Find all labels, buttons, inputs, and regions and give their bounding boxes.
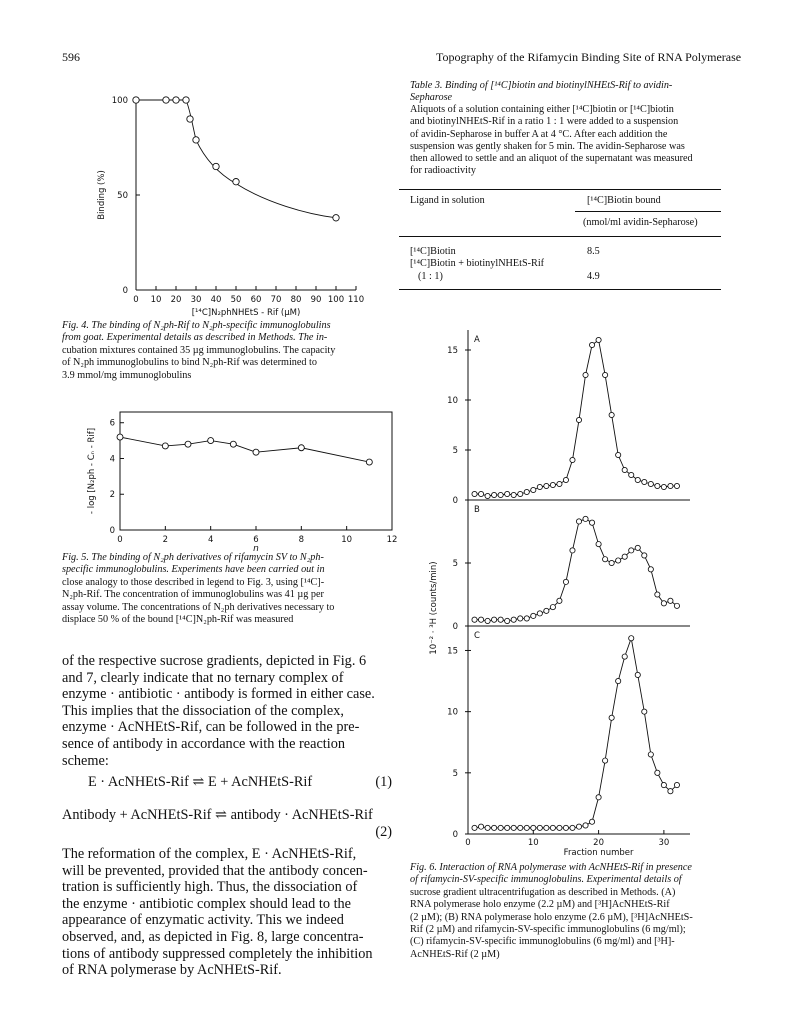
data-point [622, 654, 627, 659]
data-point [550, 825, 555, 830]
caption-line: Fig. 6. Interaction of RNA polymerase with AcNHEtS-Rif in presence [410, 862, 692, 873]
data-point [498, 617, 503, 622]
data-point [505, 618, 510, 623]
data-point [478, 824, 483, 829]
data-point [544, 608, 549, 613]
y-tick-label: 0 [452, 622, 458, 632]
data-point [576, 417, 581, 422]
data-point [557, 598, 562, 603]
x-tick-label: 0 [133, 295, 139, 305]
y-tick-label: 15 [447, 646, 458, 657]
y-axis-label: Binding (%) [97, 170, 107, 220]
table-cell-ligand: [¹⁴C]Biotin [410, 246, 456, 257]
data-point [531, 487, 536, 492]
x-axis-label: n [253, 544, 259, 554]
data-point [648, 567, 653, 572]
x-tick-label: 10 [341, 535, 353, 545]
body-line: enzyme · AcNHEtS-Rif, can be followed in the pre- [62, 719, 360, 736]
data-point [648, 481, 653, 486]
data-point [492, 617, 497, 622]
data-point [298, 445, 304, 451]
data-point [537, 484, 542, 489]
body-paragraph-1 [62, 653, 392, 769]
data-point [511, 492, 516, 497]
series-line [475, 519, 677, 621]
y-tick-label: 5 [452, 559, 458, 569]
x-tick-label: 50 [230, 295, 242, 305]
table-3-title [410, 80, 730, 105]
caption-line: of rifamycin-SV-specific immunoglobulins. Experimental details of [410, 874, 682, 886]
table-3-rule-bottom [399, 289, 721, 290]
data-point [518, 616, 523, 621]
x-tick-label: 0 [117, 535, 123, 545]
figure-6-chart [400, 318, 730, 858]
data-point [485, 618, 490, 623]
y-axis-label: 10⁻² · ³H (counts/min) [429, 561, 439, 655]
data-point [208, 438, 214, 444]
data-point [609, 412, 614, 417]
data-point [661, 484, 666, 489]
data-point [557, 825, 562, 830]
data-point [485, 493, 490, 498]
data-point [622, 554, 627, 559]
caption-line: displace 50 % of the bound [¹⁴C]N₂ph-Rif was measured [62, 614, 294, 626]
body-line: enzyme · antibiotic · antibody is formed in either case. [62, 686, 375, 703]
table-3-col2-header: [¹⁴C]Biotin bound [587, 195, 661, 206]
y-tick-label: 5 [452, 768, 458, 779]
data-point [596, 337, 601, 342]
equation-1-text: E · AcNHEtS-Rif ⇌ E + AcNHEtS-Rif [88, 774, 313, 790]
body-paragraph-2 [62, 846, 392, 979]
table-3-rule-mid [575, 211, 721, 212]
table-desc-line: and biotinylNHEtS-Rif in a ratio 1 : 1 were added to a suspension [410, 116, 679, 128]
data-point [563, 825, 568, 830]
series-line [475, 638, 677, 828]
x-tick-label: 10 [150, 295, 162, 305]
y-tick-label: 4 [109, 454, 115, 465]
table-row [410, 258, 720, 270]
caption-line: assay volume. The concentrations of N₂ph derivatives necessary to [62, 601, 335, 613]
data-point [635, 672, 640, 677]
data-point [162, 443, 168, 449]
y-tick-label: 2 [109, 490, 115, 501]
series-line [120, 437, 369, 462]
caption-line: cubation mixtures contained 35 µg immunoglobulins. The capacity [62, 344, 336, 356]
series-line [136, 100, 336, 218]
body-line: This implies that the dissociation of the complex, [62, 702, 344, 719]
data-point [478, 491, 483, 496]
caption-line: RNA polymerase holo enzyme (2.2 µM) and [³H]AcNHEtS-Rif [410, 899, 670, 911]
y-tick-label: 0 [452, 496, 458, 506]
figure-4-chart [62, 78, 392, 318]
table-cell-ligand: (1 : 1) [418, 270, 443, 282]
data-point [668, 483, 673, 488]
data-point [505, 491, 510, 496]
table-row [410, 246, 720, 258]
data-point [193, 137, 199, 143]
table-3-rule-top [399, 189, 721, 190]
equation-2 [62, 807, 392, 840]
y-tick-label: 10 [447, 707, 458, 718]
caption-line: sucrose gradient ultracentrifugation as described in Methods. (A) [410, 886, 676, 898]
data-point [133, 97, 139, 103]
equation-1-number: (1) [375, 774, 392, 790]
data-point [563, 579, 568, 584]
data-point [668, 789, 673, 794]
x-tick-label: 40 [210, 295, 222, 305]
data-point [511, 617, 516, 622]
data-point [498, 492, 503, 497]
caption-line: from goat. Experimental details as described in Methods. The in- [62, 332, 328, 344]
x-tick-label: 30 [658, 838, 670, 848]
body-line: sence of antibody in accordance with the reaction [62, 735, 346, 752]
data-point [629, 636, 634, 641]
data-point [563, 477, 568, 482]
panel-label: C [474, 631, 480, 641]
running-title: Topography of the Rifamycin Binding Site of RNA Polymerase [436, 50, 742, 64]
x-tick-label: 70 [270, 295, 282, 305]
data-point [616, 678, 621, 683]
data-point [185, 441, 191, 447]
data-point [537, 825, 542, 830]
body-line: scheme: [62, 752, 109, 769]
data-point [366, 459, 372, 465]
data-point [213, 163, 219, 169]
data-point [583, 823, 588, 828]
table-cell-bound: 4.9 [587, 270, 600, 282]
data-point [544, 825, 549, 830]
body-line: and 7, clearly indicate that no ternary complex of [62, 669, 344, 686]
data-point [570, 825, 575, 830]
x-tick-label: 2 [162, 535, 169, 545]
data-point [674, 483, 679, 488]
data-point [629, 548, 634, 553]
table-3-col2-unit: (nmol/ml avidin-Sepharose) [583, 217, 698, 228]
data-point [583, 372, 588, 377]
caption-line: (2 µM); (B) RNA polymerase holo enzyme (2.6 µM), [³H]AcNHEtS- [410, 911, 693, 923]
plot-frame [120, 412, 392, 530]
data-point [550, 605, 555, 610]
x-axis-label: Fraction number [563, 848, 634, 858]
data-point [253, 449, 259, 455]
data-point [511, 825, 516, 830]
x-axis-label: [¹⁴C]N₂phNHEtS - Rif (µM) [191, 308, 301, 318]
y-tick-label: 100 [111, 96, 128, 106]
data-point [187, 116, 193, 122]
caption-line: 3.9 mmol/mg immunoglobulins [62, 369, 192, 381]
data-point [648, 752, 653, 757]
data-point [668, 598, 673, 603]
caption-line: (C) rifamycin-SV-specific immunoglobulins (6 mg/ml) and [³H]- [410, 936, 675, 948]
data-point [233, 179, 239, 185]
panel-label: B [474, 505, 480, 515]
data-point [655, 770, 660, 775]
data-point [583, 516, 588, 521]
table-cell-ligand: [¹⁴C]Biotin + biotinylNHEtS-Rif [410, 258, 545, 270]
data-point [609, 560, 614, 565]
table-row [410, 271, 720, 283]
data-point [661, 782, 666, 787]
data-point [544, 483, 549, 488]
body-line: of RNA polymerase by AcNHEtS-Rif. [62, 962, 282, 979]
y-tick-label: 5 [452, 446, 458, 456]
series-line [475, 340, 677, 496]
equation-2-text: Antibody + AcNHEtS-Rif ⇌ antibody · AcNHEtS-Rif [62, 807, 373, 823]
data-point [183, 97, 189, 103]
caption-line: of N₂ph immunoglobulins to bind N₂ph-Rif was determined to [62, 357, 317, 369]
data-point [498, 825, 503, 830]
data-point [230, 441, 236, 447]
data-point [557, 481, 562, 486]
caption-line: specific immunoglobulins. Experiments have been carried out in [62, 564, 325, 576]
table-3-description [410, 104, 730, 178]
data-point [537, 611, 542, 616]
data-point [589, 819, 594, 824]
data-point [518, 491, 523, 496]
data-point [576, 519, 581, 524]
table-desc-line: suspension was gently shaken for 5 min. The avidin-Sepharose was [410, 140, 685, 152]
y-tick-label: 6 [109, 418, 115, 429]
data-point [635, 545, 640, 550]
table-3-col1-header: Ligand in solution [410, 195, 485, 206]
data-point [173, 97, 179, 103]
figure-6-caption [410, 862, 730, 961]
x-tick-label: 0 [465, 838, 471, 848]
data-point [642, 553, 647, 558]
table-cell-bound: 8.5 [587, 246, 600, 257]
y-tick-label: 15 [447, 346, 458, 356]
table-title-line: Table 3. Binding of [¹⁴C]biotin and biotinylNHEtS-Rif to avidin- [410, 80, 673, 91]
data-point [550, 482, 555, 487]
equation-2-number: (2) [375, 823, 392, 840]
body-line: tration is sufficiently high. Thus, the dissociation of [62, 879, 358, 896]
data-point [531, 613, 536, 618]
data-point [655, 592, 660, 597]
data-point [616, 452, 621, 457]
y-tick-label: 50 [117, 191, 128, 201]
caption-line: AcNHEtS-Rif (2 µM) [410, 948, 500, 960]
y-tick-label: 0 [109, 526, 115, 536]
data-point [524, 616, 529, 621]
page-number: 596 [62, 50, 80, 64]
x-tick-label: 20 [170, 295, 182, 305]
x-tick-label: 20 [593, 838, 605, 848]
data-point [603, 758, 608, 763]
x-tick-label: 60 [250, 295, 262, 305]
data-point [603, 372, 608, 377]
data-point [492, 825, 497, 830]
data-point [576, 824, 581, 829]
table-desc-line: then allowed to settle and an aliquot of the supernatant was measured [410, 153, 693, 165]
equation-1 [88, 774, 392, 791]
body-line: The reformation of the complex, E · AcNHEtS-Rif, [62, 846, 357, 862]
table-3-rule-sub [399, 236, 721, 237]
body-line: will be prevented, provided that the antibody concen- [62, 862, 368, 879]
data-point [589, 342, 594, 347]
caption-line: Fig. 5. The binding of N₂ph derivatives of rifamycin SV to N₂ph- [62, 552, 324, 563]
y-tick-label: 10 [447, 396, 458, 406]
data-point [163, 97, 169, 103]
data-point [609, 715, 614, 720]
data-point [531, 825, 536, 830]
body-line: the enzyme · antibiotic complex should lead to the [62, 895, 352, 912]
data-point [485, 825, 490, 830]
panel-label: A [474, 335, 480, 345]
data-point [655, 483, 660, 488]
data-point [635, 477, 640, 482]
y-axis-label: - log [N₂ph - Cₙ - Rif] [87, 427, 97, 515]
data-point [472, 491, 477, 496]
x-tick-label: 90 [310, 295, 322, 305]
table-3-body [410, 246, 720, 283]
x-tick-label: 100 [327, 295, 345, 305]
body-line: observed, and, as depicted in Fig. 8, large concentra- [62, 928, 364, 945]
data-point [596, 542, 601, 547]
body-line: tions of antibody suppressed completely the inhibition [62, 945, 373, 962]
x-tick-label: 110 [347, 295, 365, 305]
table-title-line: Sepharose [410, 92, 453, 104]
data-point [570, 457, 575, 462]
data-point [472, 825, 477, 830]
caption-line: Rif (2 µM) and rifamycin-SV-specific immunoglobulins (6 mg/ml); [410, 924, 686, 936]
x-tick-label: 6 [253, 535, 259, 545]
data-point [472, 617, 477, 622]
data-point [524, 489, 529, 494]
body-line: appearance of enzymatic activity. This we indeed [62, 912, 344, 929]
table-desc-line: for radioactivity [410, 165, 476, 177]
data-point [629, 472, 634, 477]
data-point [661, 601, 666, 606]
caption-line: Fig. 4. The binding of N₂ph-Rif to N₂ph-specific immunoglobulins [62, 320, 331, 331]
x-tick-label: 8 [298, 535, 305, 545]
data-point [674, 603, 679, 608]
data-point [603, 557, 608, 562]
x-tick-label: 30 [190, 295, 202, 305]
data-point [642, 479, 647, 484]
data-point [505, 825, 510, 830]
x-tick-label: 80 [290, 295, 302, 305]
x-tick-label: 12 [386, 535, 398, 545]
data-point [524, 825, 529, 830]
figure-4-caption [62, 320, 392, 382]
y-tick-label: 0 [122, 286, 128, 296]
caption-line: close analogy to those described in legend to Fig. 3, using [¹⁴C]- [62, 576, 325, 588]
figure-5-chart [62, 400, 398, 554]
data-point [570, 548, 575, 553]
data-point [117, 434, 123, 440]
figure-5-caption [62, 552, 392, 626]
x-tick-label: 4 [207, 535, 214, 545]
data-point [642, 709, 647, 714]
data-point [333, 215, 339, 221]
data-point [478, 617, 483, 622]
data-point [674, 782, 679, 787]
y-tick-label: 0 [452, 830, 458, 840]
body-line: of the respective sucrose gradients, depicted in Fig. 6 [62, 653, 367, 669]
table-desc-line: Aliquots of a solution containing either [¹⁴C]biotin or [¹⁴C]biotin [410, 104, 674, 115]
data-point [596, 795, 601, 800]
data-point [518, 825, 523, 830]
data-point [589, 520, 594, 525]
x-tick-label: 10 [527, 838, 539, 848]
table-desc-line: of avidin-Sepharose in buffer A at 4 °C. After each addition the [410, 128, 668, 140]
data-point [616, 558, 621, 563]
caption-line: N₂ph-Rif. The concentration of immunoglobulins was 41 µg per [62, 589, 324, 601]
data-point [492, 492, 497, 497]
data-point [622, 467, 627, 472]
